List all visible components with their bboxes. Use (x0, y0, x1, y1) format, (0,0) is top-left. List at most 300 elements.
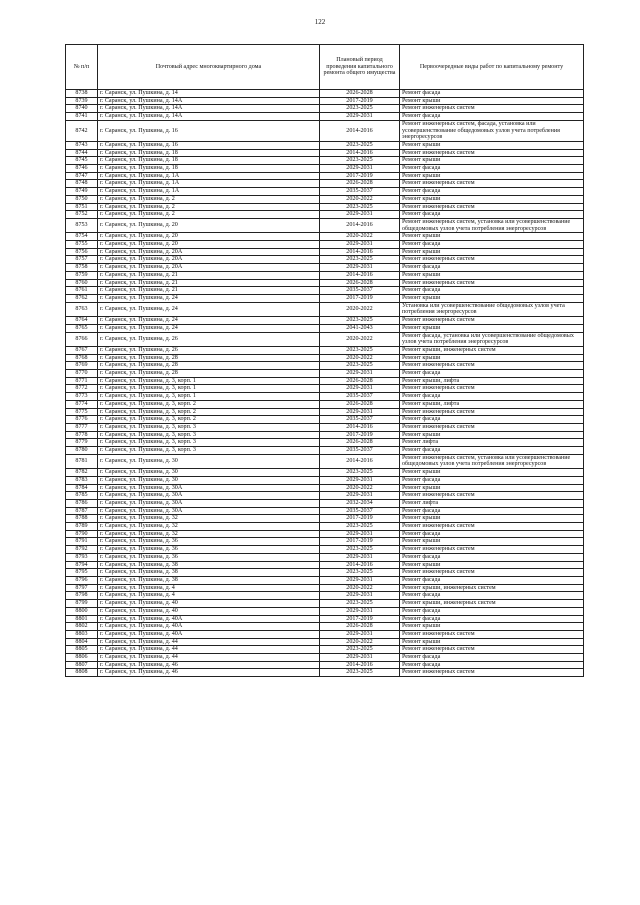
row-address: г. Саранск, ул. Пушкина, д. 1А (98, 188, 320, 196)
row-period: 2017-2019 (320, 538, 400, 546)
table-row (66, 476, 584, 484)
row-number: 8791 (66, 538, 98, 546)
row-period: 2029-2031 (320, 113, 400, 121)
row-number: 8806 (66, 654, 98, 662)
table-row (66, 454, 584, 468)
row-number: 8761 (66, 287, 98, 295)
row-number: 8777 (66, 423, 98, 431)
row-works: Ремонт фасада (400, 370, 584, 378)
row-address: г. Саранск, ул. Пушкина, д. 24 (98, 317, 320, 325)
row-number: 8743 (66, 141, 98, 149)
table-row (66, 592, 584, 600)
row-address: г. Саранск, ул. Пушкина, д. 20А (98, 264, 320, 272)
row-number: 8804 (66, 638, 98, 646)
row-address: г. Саранск, ул. Пушкина, д. 21 (98, 271, 320, 279)
row-works: Ремонт инженерных систем (400, 385, 584, 393)
row-works: Ремонт крыши, инженерных систем (400, 346, 584, 354)
row-period: 2020-2022 (320, 638, 400, 646)
row-number: 8739 (66, 97, 98, 105)
row-address: г. Саранск, ул. Пушкина, д. 2 (98, 195, 320, 203)
row-address: г. Саранск, ул. Пушкина, д. 30 (98, 454, 320, 468)
row-period: 2029-2031 (320, 165, 400, 173)
table-row (66, 141, 584, 149)
row-works: Ремонт фасада, установка или усовершенствование общедомовых узлов учета потребления энергоресурсов (400, 332, 584, 346)
row-number: 8746 (66, 165, 98, 173)
row-works: Ремонт инженерных систем (400, 105, 584, 113)
row-address: г. Саранск, ул. Пушкина, д. 2 (98, 211, 320, 219)
row-period: 2029-2031 (320, 385, 400, 393)
table-row (66, 577, 584, 585)
row-number: 8799 (66, 600, 98, 608)
row-address: г. Саранск, ул. Пушкина, д. 26 (98, 346, 320, 354)
row-works: Ремонт крыши (400, 172, 584, 180)
row-address: г. Саранск, ул. Пушкина, д. 26 (98, 332, 320, 346)
row-works: Ремонт инженерных систем (400, 669, 584, 677)
table-row (66, 408, 584, 416)
row-number: 8798 (66, 592, 98, 600)
row-period: 2017-2019 (320, 97, 400, 105)
row-period: 2017-2019 (320, 431, 400, 439)
row-address: г. Саранск, ул. Пушкина, д. 3, корп. 2 (98, 400, 320, 408)
table-row (66, 317, 584, 325)
row-works: Ремонт фасада (400, 264, 584, 272)
table-row (66, 370, 584, 378)
row-number: 8747 (66, 172, 98, 180)
row-works: Ремонт фасада (400, 211, 584, 219)
row-period: 2029-2031 (320, 264, 400, 272)
table-row (66, 157, 584, 165)
row-number: 8785 (66, 492, 98, 500)
row-address: г. Саранск, ул. Пушкина, д. 30А (98, 492, 320, 500)
table-row (66, 484, 584, 492)
row-address: г. Саранск, ул. Пушкина, д. 14А (98, 97, 320, 105)
row-works: Ремонт фасада (400, 577, 584, 585)
row-period: 2035-2037 (320, 287, 400, 295)
table-row (66, 346, 584, 354)
row-address: г. Саранск, ул. Пушкина, д. 4 (98, 584, 320, 592)
row-address: г. Саранск, ул. Пушкина, д. 46 (98, 669, 320, 677)
row-address: г. Саранск, ул. Пушкина, д. 30 (98, 469, 320, 477)
row-period: 2023-2025 (320, 346, 400, 354)
row-works: Ремонт крыши (400, 324, 584, 332)
row-works: Ремонт крыши, инженерных систем (400, 600, 584, 608)
row-address: г. Саранск, ул. Пушкина, д. 16 (98, 120, 320, 141)
row-period: 2029-2031 (320, 607, 400, 615)
table-row (66, 120, 584, 141)
row-period: 2029-2031 (320, 654, 400, 662)
row-period: 2035-2037 (320, 393, 400, 401)
row-address: г. Саранск, ул. Пушкина, д. 44 (98, 654, 320, 662)
row-number: 8750 (66, 195, 98, 203)
table-row (66, 584, 584, 592)
row-number: 8753 (66, 218, 98, 232)
row-works: Ремонт инженерных систем (400, 256, 584, 264)
table-row (66, 377, 584, 385)
row-works: Ремонт крыши (400, 248, 584, 256)
row-address: г. Саранск, ул. Пушкина, д. 38 (98, 569, 320, 577)
row-number: 8748 (66, 180, 98, 188)
row-works: Ремонт крыши (400, 195, 584, 203)
row-works: Ремонт инженерных систем (400, 408, 584, 416)
row-period: 2017-2019 (320, 172, 400, 180)
row-period: 2023-2025 (320, 646, 400, 654)
row-number: 8774 (66, 400, 98, 408)
row-works: Ремонт инженерных систем (400, 423, 584, 431)
row-address: г. Саранск, ул. Пушкина, д. 40 (98, 600, 320, 608)
table-row (66, 400, 584, 408)
row-number: 8771 (66, 377, 98, 385)
table-row (66, 302, 584, 316)
table-row (66, 393, 584, 401)
table-row (66, 569, 584, 577)
row-number: 8782 (66, 469, 98, 477)
row-address: г. Саранск, ул. Пушкина, д. 32 (98, 515, 320, 523)
row-period: 2017-2019 (320, 615, 400, 623)
row-address: г. Саранск, ул. Пушкина, д. 20А (98, 248, 320, 256)
row-works: Ремонт инженерных систем (400, 149, 584, 157)
row-period: 2020-2022 (320, 302, 400, 316)
row-works: Ремонт крыши (400, 233, 584, 241)
row-period: 2014-2016 (320, 149, 400, 157)
header-period: Плановый период проведения капитального ремонта общего имущества (320, 45, 400, 90)
row-number: 8755 (66, 241, 98, 249)
row-period: 2014-2016 (320, 661, 400, 669)
row-works: Ремонт крыши, лифта (400, 400, 584, 408)
row-works: Ремонт фасада (400, 165, 584, 173)
row-address: г. Саранск, ул. Пушкина, д. 24 (98, 324, 320, 332)
table-row (66, 105, 584, 113)
row-number: 8764 (66, 317, 98, 325)
row-period: 2029-2031 (320, 211, 400, 219)
table-row (66, 638, 584, 646)
table-row (66, 172, 584, 180)
row-address: г. Саранск, ул. Пушкина, д. 24 (98, 294, 320, 302)
header-works: Первоочередные виды работ по капитальному ремонту (400, 45, 584, 90)
row-address: г. Саранск, ул. Пушкина, д. 3, корп. 3 (98, 423, 320, 431)
row-address: г. Саранск, ул. Пушкина, д. 40А (98, 623, 320, 631)
row-works: Ремонт крыши (400, 623, 584, 631)
row-period: 2020-2022 (320, 233, 400, 241)
table-row (66, 149, 584, 157)
row-period: 2026-2028 (320, 439, 400, 447)
row-period: 2014-2016 (320, 120, 400, 141)
row-period: 2023-2025 (320, 523, 400, 531)
row-works: Ремонт инженерных систем, установка или усовершенствование общедомовых узлов учета потребления энергоресурсов (400, 454, 584, 468)
table-row (66, 561, 584, 569)
row-number: 8789 (66, 523, 98, 531)
row-address: г. Саранск, ул. Пушкина, д. 1А (98, 180, 320, 188)
header-address: Почтовый адрес многоквартирного дома (98, 45, 320, 90)
row-period: 2026-2028 (320, 400, 400, 408)
row-works: Ремонт фасада (400, 654, 584, 662)
row-address: г. Саранск, ул. Пушкина, д. 44 (98, 638, 320, 646)
table-row (66, 654, 584, 662)
table-row (66, 447, 584, 455)
row-works: Ремонт крыши (400, 469, 584, 477)
table-row (66, 523, 584, 531)
row-number: 8767 (66, 346, 98, 354)
row-number: 8754 (66, 233, 98, 241)
row-address: г. Саранск, ул. Пушкина, д. 32 (98, 523, 320, 531)
row-works: Ремонт крыши (400, 484, 584, 492)
row-number: 8741 (66, 113, 98, 121)
row-address: г. Саранск, ул. Пушкина, д. 21 (98, 287, 320, 295)
row-address: г. Саранск, ул. Пушкина, д. 14А (98, 113, 320, 121)
row-address: г. Саранск, ул. Пушкина, д. 28 (98, 362, 320, 370)
page-number: 122 (314, 18, 326, 26)
row-period: 2035-2037 (320, 416, 400, 424)
row-number: 8807 (66, 661, 98, 669)
row-address: г. Саранск, ул. Пушкина, д. 1А (98, 172, 320, 180)
table-row (66, 646, 584, 654)
row-works: Ремонт фасада (400, 553, 584, 561)
table-row (66, 669, 584, 677)
table-row (66, 423, 584, 431)
table-row (66, 600, 584, 608)
row-period: 2035-2037 (320, 188, 400, 196)
table-row (66, 218, 584, 232)
row-address: г. Саранск, ул. Пушкина, д. 3, корп. 3 (98, 447, 320, 455)
row-number: 8786 (66, 499, 98, 507)
row-number: 8781 (66, 454, 98, 468)
row-number: 8740 (66, 105, 98, 113)
row-works: Ремонт инженерных систем (400, 492, 584, 500)
row-period: 2023-2025 (320, 256, 400, 264)
row-address: г. Саранск, ул. Пушкина, д. 20А (98, 256, 320, 264)
row-works: Ремонт крыши (400, 561, 584, 569)
row-address: г. Саранск, ул. Пушкина, д. 40А (98, 615, 320, 623)
row-number: 8803 (66, 630, 98, 638)
row-works: Ремонт инженерных систем (400, 569, 584, 577)
row-address: г. Саранск, ул. Пушкина, д. 14 (98, 90, 320, 98)
row-number: 8783 (66, 476, 98, 484)
row-address: г. Саранск, ул. Пушкина, д. 18 (98, 157, 320, 165)
row-number: 8772 (66, 385, 98, 393)
row-number: 8745 (66, 157, 98, 165)
row-address: г. Саранск, ул. Пушкина, д. 3, корп. 2 (98, 408, 320, 416)
row-address: г. Саранск, ул. Пушкина, д. 14А (98, 105, 320, 113)
row-number: 8773 (66, 393, 98, 401)
table-row (66, 469, 584, 477)
row-period: 2020-2022 (320, 354, 400, 362)
row-number: 8793 (66, 553, 98, 561)
table-row (66, 256, 584, 264)
row-number: 8794 (66, 561, 98, 569)
row-address: г. Саранск, ул. Пушкина, д. 3, корп. 1 (98, 377, 320, 385)
row-period: 2029-2031 (320, 408, 400, 416)
row-number: 8801 (66, 615, 98, 623)
row-period: 2026-2028 (320, 180, 400, 188)
table-row (66, 113, 584, 121)
row-works: Ремонт инженерных систем (400, 362, 584, 370)
row-period: 2029-2031 (320, 370, 400, 378)
row-period: 2041-2043 (320, 324, 400, 332)
table-row (66, 530, 584, 538)
table-row (66, 97, 584, 105)
row-address: г. Саранск, ул. Пушкина, д. 20 (98, 241, 320, 249)
row-number: 8779 (66, 439, 98, 447)
row-address: г. Саранск, ул. Пушкина, д. 30А (98, 507, 320, 515)
row-address: г. Саранск, ул. Пушкина, д. 36 (98, 538, 320, 546)
row-address: г. Саранск, ул. Пушкина, д. 18 (98, 149, 320, 157)
row-works: Ремонт фасада (400, 416, 584, 424)
row-works: Ремонт инженерных систем (400, 646, 584, 654)
table-row (66, 279, 584, 287)
row-period: 2023-2025 (320, 569, 400, 577)
row-period: 2026-2028 (320, 623, 400, 631)
row-works: Ремонт лифта (400, 499, 584, 507)
row-address: г. Саранск, ул. Пушкина, д. 36 (98, 546, 320, 554)
row-address: г. Саранск, ул. Пушкина, д. 3, корп. 3 (98, 439, 320, 447)
row-address: г. Саранск, ул. Пушкина, д. 30 (98, 476, 320, 484)
table-row (66, 385, 584, 393)
row-address: г. Саранск, ул. Пушкина, д. 46 (98, 661, 320, 669)
row-period: 2026-2028 (320, 90, 400, 98)
row-works: Ремонт фасада (400, 90, 584, 98)
row-works: Ремонт инженерных систем (400, 279, 584, 287)
row-address: г. Саранск, ул. Пушкина, д. 30А (98, 484, 320, 492)
row-period: 2023-2025 (320, 203, 400, 211)
row-address: г. Саранск, ул. Пушкина, д. 20 (98, 233, 320, 241)
row-number: 8762 (66, 294, 98, 302)
row-period: 2032-2034 (320, 499, 400, 507)
row-address: г. Саранск, ул. Пушкина, д. 38 (98, 561, 320, 569)
row-address: г. Саранск, ул. Пушкина, д. 3, корп. 3 (98, 431, 320, 439)
row-works: Ремонт крыши (400, 294, 584, 302)
row-address: г. Саранск, ул. Пушкина, д. 44 (98, 646, 320, 654)
row-address: г. Саранск, ул. Пушкина, д. 24 (98, 302, 320, 316)
row-period: 2017-2019 (320, 294, 400, 302)
row-address: г. Саранск, ул. Пушкина, д. 16 (98, 141, 320, 149)
row-address: г. Саранск, ул. Пушкина, д. 21 (98, 279, 320, 287)
row-period: 2020-2022 (320, 484, 400, 492)
table-row (66, 294, 584, 302)
row-works: Ремонт инженерных систем (400, 180, 584, 188)
row-period: 2023-2025 (320, 669, 400, 677)
row-number: 8808 (66, 669, 98, 677)
table-row (66, 615, 584, 623)
table-row (66, 507, 584, 515)
table-row (66, 492, 584, 500)
row-period: 2023-2025 (320, 469, 400, 477)
row-number: 8763 (66, 302, 98, 316)
row-period: 2029-2031 (320, 530, 400, 538)
row-period: 2029-2031 (320, 592, 400, 600)
row-number: 8775 (66, 408, 98, 416)
row-number: 8749 (66, 188, 98, 196)
table-row (66, 515, 584, 523)
header-number: № п/п (66, 45, 98, 90)
capital-repair-table (65, 44, 584, 677)
row-number: 8795 (66, 569, 98, 577)
row-works: Ремонт фасада (400, 592, 584, 600)
row-works: Ремонт фасада (400, 507, 584, 515)
row-number: 8800 (66, 607, 98, 615)
row-period: 2029-2031 (320, 577, 400, 585)
row-number: 8792 (66, 546, 98, 554)
row-number: 8797 (66, 584, 98, 592)
row-address: г. Саранск, ул. Пушкина, д. 32 (98, 530, 320, 538)
row-period: 2020-2022 (320, 332, 400, 346)
row-period: 2023-2025 (320, 362, 400, 370)
table-row (66, 623, 584, 631)
row-period: 2014-2016 (320, 454, 400, 468)
row-works: Ремонт фасада (400, 188, 584, 196)
row-period: 2023-2025 (320, 105, 400, 113)
table-row (66, 271, 584, 279)
row-works: Ремонт крыши (400, 157, 584, 165)
row-works: Ремонт инженерных систем (400, 630, 584, 638)
table-row (66, 180, 584, 188)
row-period: 2023-2025 (320, 157, 400, 165)
table-row (66, 354, 584, 362)
row-period: 2029-2031 (320, 476, 400, 484)
row-number: 8802 (66, 623, 98, 631)
row-period: 2017-2019 (320, 515, 400, 523)
row-number: 8788 (66, 515, 98, 523)
row-number: 8759 (66, 271, 98, 279)
row-works: Ремонт фасада (400, 113, 584, 121)
row-period: 2023-2025 (320, 600, 400, 608)
table-row (66, 233, 584, 241)
row-number: 8769 (66, 362, 98, 370)
row-number: 8796 (66, 577, 98, 585)
row-number: 8765 (66, 324, 98, 332)
table-row (66, 264, 584, 272)
row-number: 8738 (66, 90, 98, 98)
row-works: Ремонт фасада (400, 393, 584, 401)
row-number: 8744 (66, 149, 98, 157)
table-row (66, 431, 584, 439)
table-row (66, 416, 584, 424)
row-period: 2023-2025 (320, 141, 400, 149)
row-works: Ремонт крыши, лифта (400, 377, 584, 385)
table-row (66, 188, 584, 196)
table-row (66, 553, 584, 561)
row-works: Ремонт крыши (400, 354, 584, 362)
table-row (66, 538, 584, 546)
row-period: 2029-2031 (320, 630, 400, 638)
row-number: 8758 (66, 264, 98, 272)
row-works: Ремонт инженерных систем (400, 546, 584, 554)
row-period: 2014-2016 (320, 561, 400, 569)
row-works: Ремонт лифта (400, 439, 584, 447)
table-row (66, 195, 584, 203)
row-number: 8757 (66, 256, 98, 264)
row-address: г. Саранск, ул. Пушкина, д. 3, корп. 2 (98, 416, 320, 424)
row-number: 8766 (66, 332, 98, 346)
table-row (66, 499, 584, 507)
row-address: г. Саранск, ул. Пушкина, д. 40А (98, 630, 320, 638)
row-period: 2020-2022 (320, 195, 400, 203)
table-row (66, 90, 584, 98)
row-number: 8776 (66, 416, 98, 424)
row-period: 2014-2016 (320, 423, 400, 431)
row-number: 8742 (66, 120, 98, 141)
row-works: Ремонт крыши (400, 431, 584, 439)
table-row (66, 630, 584, 638)
row-address: г. Саранск, ул. Пушкина, д. 36 (98, 553, 320, 561)
table-row (66, 287, 584, 295)
row-address: г. Саранск, ул. Пушкина, д. 28 (98, 354, 320, 362)
row-works: Ремонт фасада (400, 447, 584, 455)
row-number: 8770 (66, 370, 98, 378)
row-number: 8778 (66, 431, 98, 439)
row-address: г. Саранск, ул. Пушкина, д. 3, корп. 1 (98, 385, 320, 393)
row-works: Ремонт фасада (400, 530, 584, 538)
row-period: 2029-2031 (320, 241, 400, 249)
row-works: Ремонт инженерных систем, установка или усовершенствование общедомовых узлов учета потребления энергоресурсов (400, 218, 584, 232)
